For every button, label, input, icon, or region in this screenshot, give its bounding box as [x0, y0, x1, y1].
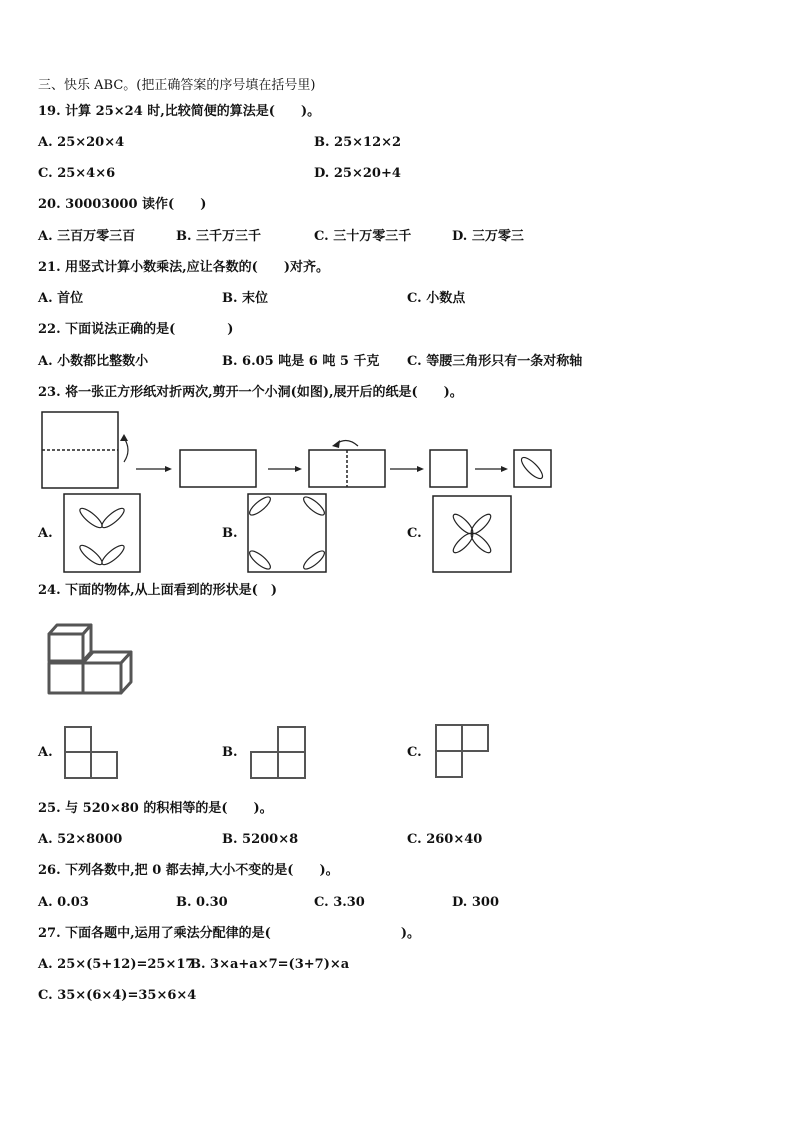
option-a[interactable]	[38, 832, 122, 848]
option-label: C.	[38, 166, 53, 181]
option-text: 300	[471, 895, 500, 910]
option-c[interactable]	[314, 895, 365, 911]
option-text: 25×20+4	[333, 166, 401, 181]
option-d[interactable]	[452, 229, 524, 245]
option-b-figure[interactable]	[247, 493, 327, 573]
option-a-figure[interactable]	[63, 725, 119, 781]
folded-rectangle-with-crease	[309, 450, 385, 487]
question-text: 用竖式计算小数乘法,应让各数的( )对齐。	[65, 260, 329, 275]
question-22	[38, 322, 233, 338]
option-a[interactable]: A.	[38, 745, 53, 760]
arrow-icon	[136, 466, 172, 472]
option-text: 小数点	[426, 291, 466, 306]
question-number: 19.	[38, 104, 61, 119]
option-label: A.	[38, 832, 53, 847]
arrow-icon	[268, 466, 302, 472]
option-text: 35×(6×4)=35×6×4	[57, 988, 197, 1003]
option-label: B.	[314, 135, 330, 150]
option-d[interactable]	[314, 166, 401, 182]
option-label: C.	[314, 895, 329, 910]
option-c[interactable]	[38, 166, 115, 182]
option-b-figure[interactable]	[249, 725, 307, 781]
option-label: B.	[222, 291, 238, 306]
question-24	[38, 583, 277, 599]
question-text: 与 520×80 的积相等的是( )。	[65, 801, 273, 816]
option-c[interactable]	[407, 291, 465, 307]
option-c-figure[interactable]	[432, 495, 512, 573]
option-label: B.	[222, 832, 238, 847]
cut-square	[514, 450, 551, 487]
option-b[interactable]	[176, 895, 228, 911]
option-b[interactable]	[176, 229, 261, 245]
arrow-icon	[390, 466, 424, 472]
question-text: 下列各数中,把 0 都去掉,大小不变的是( )。	[65, 863, 339, 878]
question-number: 23.	[38, 385, 61, 400]
option-text: 0.03	[57, 895, 89, 910]
option-c[interactable]: C.	[407, 745, 422, 760]
option-text: 3×a+a×7=(3+7)×a	[210, 957, 350, 972]
option-text: 0.30	[196, 895, 228, 910]
question-text: 下面各题中,运用了乘法分配律的是( )。	[65, 926, 420, 941]
option-label: B.	[190, 957, 206, 972]
option-label: A.	[38, 229, 53, 244]
option-b[interactable]	[314, 135, 401, 151]
option-c[interactable]	[38, 988, 196, 1004]
option-text: 6.05 吨是 6 吨 5 千克	[242, 354, 380, 369]
option-text: 25×20×4	[57, 135, 125, 150]
option-label: A.	[38, 135, 53, 150]
option-label: B.	[222, 354, 238, 369]
option-a[interactable]	[38, 291, 83, 307]
question-number: 20.	[38, 197, 61, 212]
option-text: 首位	[57, 291, 84, 306]
folded-square	[430, 450, 467, 487]
option-d[interactable]	[452, 895, 499, 911]
option-c[interactable]	[407, 832, 482, 848]
option-text: 25×12×2	[334, 135, 402, 150]
option-label: A.	[38, 895, 53, 910]
option-a[interactable]: A.	[38, 526, 53, 541]
question-19	[38, 104, 320, 120]
cube-stack-figure	[46, 620, 136, 696]
option-label: A.	[38, 291, 53, 306]
question-number: 25.	[38, 801, 61, 816]
option-label: D.	[314, 166, 330, 181]
option-b[interactable]	[222, 291, 268, 307]
option-text: 末位	[242, 291, 269, 306]
fold-up-arrow	[124, 438, 128, 462]
question-26	[38, 863, 339, 879]
folded-rectangle	[180, 450, 256, 487]
option-label: B.	[176, 895, 192, 910]
option-label: A.	[38, 957, 53, 972]
option-label: C.	[407, 354, 422, 369]
question-number: 24.	[38, 583, 61, 598]
option-b[interactable]	[222, 354, 379, 370]
question-number: 27.	[38, 926, 61, 941]
option-label: D.	[452, 895, 468, 910]
option-b[interactable]: B.	[222, 745, 238, 760]
option-label: C.	[407, 832, 422, 847]
option-text: 三千万三千	[196, 229, 262, 244]
option-label: B.	[176, 229, 192, 244]
option-a[interactable]	[38, 957, 194, 973]
option-text: 等腰三角形只有一条对称轴	[426, 354, 583, 369]
option-text: 25×(5+12)=25×17	[57, 957, 195, 972]
question-25	[38, 801, 273, 817]
question-number: 21.	[38, 260, 61, 275]
question-text: 30003000 读作( )	[65, 197, 207, 212]
square-paper	[42, 412, 118, 488]
question-text: 计算 25×24 时,比较简便的算法是( )。	[65, 104, 321, 119]
option-c-figure[interactable]	[434, 723, 490, 779]
option-text: 三百万零三百	[57, 229, 136, 244]
option-text: 小数都比整数小	[57, 354, 149, 369]
question-20	[38, 197, 206, 213]
option-c[interactable]	[314, 229, 411, 245]
option-b[interactable]	[190, 957, 349, 973]
option-a[interactable]	[38, 354, 148, 370]
question-number: 26.	[38, 863, 61, 878]
option-text: 52×8000	[57, 832, 123, 847]
question-text: 下面的物体,从上面看到的形状是( )	[65, 583, 277, 598]
option-label: C.	[407, 291, 422, 306]
option-a-figure[interactable]	[63, 493, 141, 573]
section-title: 三、快乐 ABC。(把正确答案的序号填在括号里)	[38, 78, 316, 93]
option-text: 25×4×6	[57, 166, 116, 181]
option-text: 5200×8	[242, 832, 299, 847]
question-27	[38, 926, 420, 942]
option-label: C.	[314, 229, 329, 244]
fold-up-arrowhead	[120, 434, 128, 441]
question-number: 22.	[38, 322, 61, 337]
option-label: A.	[38, 354, 53, 369]
option-c[interactable]: C.	[407, 526, 422, 541]
question-23	[38, 385, 463, 401]
option-b[interactable]: B.	[222, 526, 238, 541]
question-text: 下面说法正确的是( )	[65, 322, 234, 337]
option-label: C.	[38, 988, 53, 1003]
option-label: D.	[452, 229, 468, 244]
question-21	[38, 260, 329, 276]
option-a[interactable]	[38, 229, 135, 245]
option-text: 三万零三	[471, 229, 524, 244]
option-text: 260×40	[426, 832, 483, 847]
option-text: 三十万零三千	[333, 229, 412, 244]
option-a[interactable]	[38, 135, 124, 151]
option-c[interactable]	[407, 354, 582, 370]
fold-left-arrowhead	[332, 440, 340, 448]
arrow-icon	[475, 466, 508, 472]
question-text: 将一张正方形纸对折两次,剪开一个小洞(如图),展开后的纸是( )。	[65, 385, 463, 400]
folding-sequence-figure	[40, 410, 560, 492]
option-b[interactable]	[222, 832, 298, 848]
option-text: 3.30	[333, 895, 365, 910]
option-a[interactable]	[38, 895, 89, 911]
